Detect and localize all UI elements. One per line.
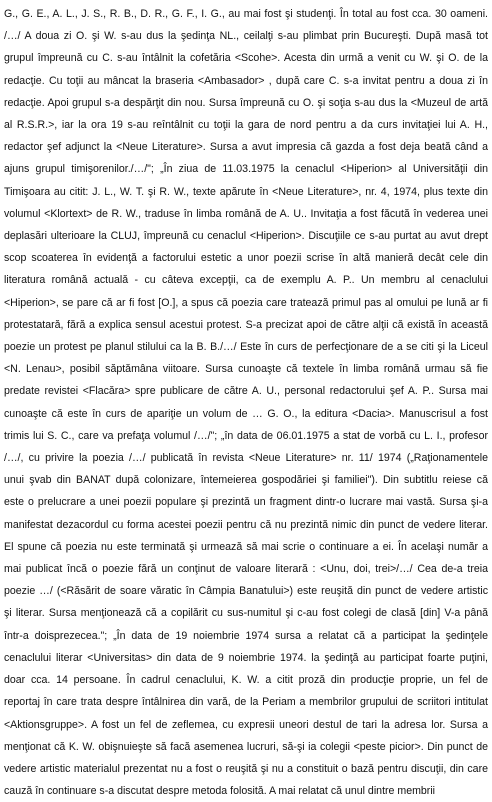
text-line: El spune că poezia nu este terminată şi urmează să mai scrie o continuare a ei. În acelaşi număr a: [4, 540, 488, 553]
text-line: predate revistei <Flacăra> spre publicare de către A. U., personal redactorului şef A. P.. Sursa mai: [4, 385, 488, 398]
text-line: poezie un protest pe planul stilului ca la B. B./…/ Este în curs de perfecţionare de a se citi şi la Liceul: [4, 341, 488, 354]
text-line: redacţie. Cu toţii au mâncat la braseria <Ambasador> , după care C. s-a invitat pentru a doua zi în: [4, 74, 488, 87]
text-line: <Aktionsgruppe>. A fost un fel de zeflemea, cu expresii uneori destul de tari la adresa lor. Sursa a: [4, 718, 488, 731]
text-line: menţionat că K. W. obişnuieşte să facă asemenea lucruri, să-şi ia colegii <peste picior>. Din punct de: [4, 740, 488, 753]
text-line: ajuns grupul timişorenilor./…/"; „În ziua de 11.03.1975 la cenaclul <Hiperion> al Universităţii din: [4, 163, 488, 176]
text-line: scop scoaterea în evidenţă a factorului estetic a unor poezii scrise în altă manieră decât cele din: [4, 252, 488, 265]
text-line: este o prelucrare a unei poezii populare şi prezintă un fragment dintr-o lucrare mai vastă. Sursa şi-a: [4, 496, 488, 509]
text-line: cunoaşte că este în curs de apariţie un volum de … G. O., la editura <Dacia>. Manuscrisul a fost: [4, 407, 488, 420]
text-line: /…/ A doua zi O. şi W. s-au dus la şedinţa NL., ceilalţi s-au plimbat prin Bucureşti. După masă tot: [4, 30, 488, 43]
text-line: redactor şef adjunct la <Neue Literature>. Sursa a avut impresia că gazda a fost deja beată când a: [4, 141, 488, 154]
text-line: şi literar. Sursa menţionează că a copilărit cu sus-numitul şi c-au fost colegi de clasă [din] V-a până: [4, 607, 488, 620]
text-line: reportaj în care trata despre întâlnirea din vară, de la Periam a membrilor grupului de scriitori intitulat: [4, 696, 488, 709]
text-line: /…/, cu privire la poezia /…/ publicată în revista <Neue Literature> nr. 11/ 1974 („Raţionamentele: [4, 452, 488, 465]
text-line: unui şvab din BANAT după colonizare, întemeierea gospodăriei şi familiei"). Din subtitlu reiese că: [4, 474, 488, 487]
text-line: deplasări ulterioare la CLUJ, împreună cu cenaclul <Hiperion>. Discuţiile ce s-au purtat au avut drept: [4, 230, 488, 243]
text-line: cauză în continuare s-a discutat despre metoda folosită. A mai relatat că unul dintre membrii: [4, 785, 436, 798]
text-line: poezie …/ (<Răsărit de soare văratic în Câmpia Banatului>) este reuşită din punct de vedere artistic: [4, 585, 488, 598]
text-line: Timişoara au citit: J. L., W. T. şi R. W., texte apărute în <Neue Literature>, nr. 4, 1974, plus texte din: [4, 185, 488, 198]
text-line: <N. Lenau>, posibil săptămâna viitoare. Sursa cunoaşte că textele în limba română urmau să fie: [4, 363, 488, 376]
text-line: grupul împreună cu C. s-au întâlnit la cofetăria <Scohe>. Acesta din urmă a venit cu W. şi O. de la: [4, 52, 488, 65]
text-line: manifestat dezacordul cu forma acestei poezii pentru că nu prezintă nimic din punct de vedere literar.: [4, 518, 488, 531]
text-line: <Hiperion>, se pare că ar fi fost [O.], a spus că poezia care tratează primul pas al omului pe lună ar fi: [4, 296, 488, 309]
text-line: G., G. E., A. L., J. S., R. B., D. R., G. F., I. G., au mai fost şi studenţi. În total au fost cca. 30 oameni.: [4, 8, 488, 20]
text-line: al R.S.R.>, iar la ora 19 s-au reîntâlnit cu toţii la gara de nord pentru a da curs invitaţiei lui A. H.,: [4, 119, 488, 132]
text-line: literatura română actuală - cu câteva excepţii, ca de exemplu A. P.. Un membru al cenaclului: [4, 274, 488, 287]
text-line: vedere artistic materialul prezentat nu a fost o reuşită şi nu a constituit o bază pentru discuţii, din care: [4, 762, 488, 775]
text-line: cenaclului literar <Universitas> din data de 9 noiembrie 1974. la şedinţă au participat foarte puţini,: [4, 651, 488, 664]
text-line: într-a doisprezecea."; „În data de 19 noiembrie 1974 sursa a relatat că a participat la şedinţele: [4, 629, 488, 642]
text-line: redacţie. Apoi grupul s-a despărţit din nou. Sursa împreună cu O. şi soţia s-au dus la <Muzeul de artă: [4, 96, 488, 109]
text-line: volumul <Klortext> de R. W., traduse în limba română de A. U.. Invitaţia a fost făcută în vederea unei: [4, 207, 488, 220]
text-line: trimis lui S. C., care va prefaţa volumul /…/"; „în data de 06.01.1975 a stat de vorbă cu L. I., profesor: [4, 429, 488, 442]
text-line: doar cca. 14 persoane. În cadrul cenaclului, K. W. a citit proză din producţie proprie, un fel de: [4, 674, 488, 687]
text-line: protestatară, fără a explica sensul acestui protest. S-a precizat apoi de către alţii că există în această: [4, 318, 488, 331]
text-line: mai publicat încă o poezie fără un conţinut de valoare literară : <Unu, doi, trei>/…/ Cea de-a treia: [4, 563, 488, 576]
